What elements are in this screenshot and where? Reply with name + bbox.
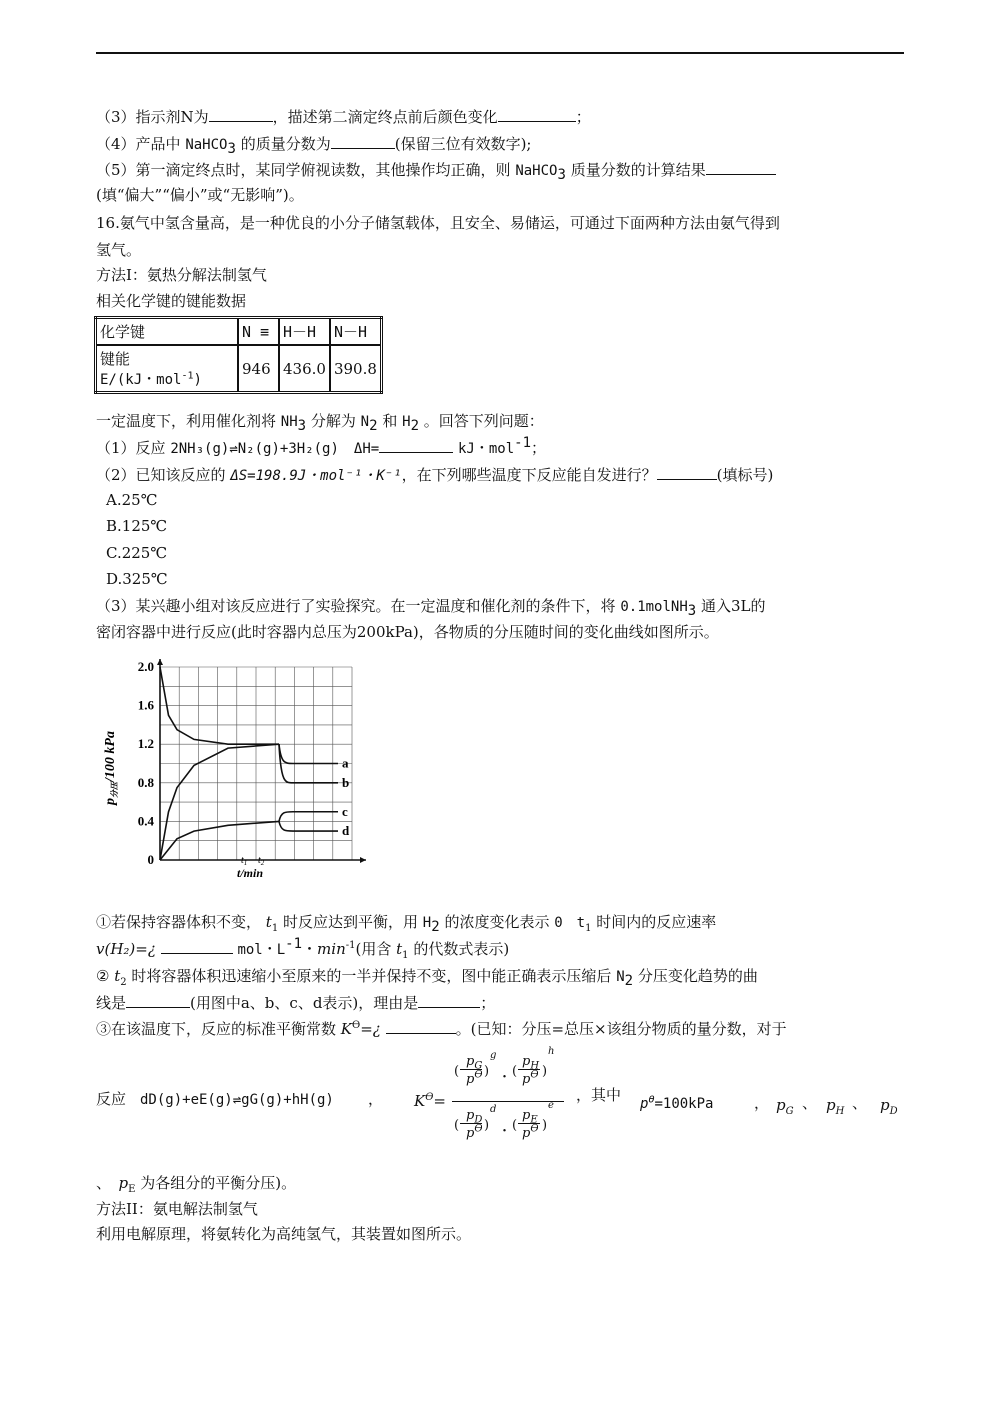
frac-pg: $p_G$ <box>466 1054 483 1072</box>
k-symbol: $K^ϴ=$ <box>414 1092 446 1110</box>
y-tick-label: 0.4 <box>137 813 154 829</box>
table-cell-label: 键能 <box>100 350 131 368</box>
x-tick-t1: $t_1$ <box>241 855 248 867</box>
reaction-equation: dD(g)+eE(g)⇌gG(g)+hH(g) <box>140 1092 334 1108</box>
part-2: （2）已知该反应的 ΔS=198.9J・mol⁻¹・K⁻¹，在下列哪些温度下反应能自发进行？ (填标号) <box>96 466 774 484</box>
method-1-heading: 方法I：氨热分解法制氢气 <box>96 266 267 284</box>
branch-line-d <box>279 821 338 831</box>
branch-label-b: b <box>342 774 350 790</box>
q16-intro: 16.氨气中氢含量高，是一种优良的小分子储氢载体，且安全、易储运，可通过下面两种方法由氨气得到 <box>96 214 780 232</box>
formula-tail: 、 $p_E$ 为各组分的平衡分压)。 <box>96 1174 297 1195</box>
method-2-desc: 利用电解原理，将氨转化为高纯氢气，其装置如图所示。 <box>96 1225 472 1243</box>
y-tick-label: 0 <box>147 852 154 867</box>
sub-2: ② $t_2$ 时将容器体积迅速缩小至原来的一半并保持不变，图中能正确表示压缩后 $N_2$ 分压变化趋势的曲 <box>96 967 758 989</box>
branch-labels <box>342 756 350 839</box>
chart-axes <box>157 659 366 863</box>
y-tick-label: 1.2 <box>137 736 154 752</box>
y-axis-label: $p_{分压}/100$ kPa <box>103 731 119 805</box>
q15-line-5: （5）第一滴定终点时，某同学俯视读数，其他操作均正确，则 NaHCO$_3$ 质量分数的计算结果 <box>96 160 776 181</box>
x-tick-t2: $t_2$ <box>258 855 265 867</box>
table-cell: N－H <box>330 318 381 346</box>
frac-p0: $p^ϴ$ <box>522 1123 539 1141</box>
y-axis-arrow <box>157 659 163 665</box>
formula-label: 反应 <box>96 1090 127 1108</box>
answer-blank[interactable] <box>209 107 273 122</box>
sub-3: ③在该温度下，反应的标准平衡常数 $K^ϴ=¿$ 。(已知：分压=总压×该组分物质的量分数，对于 <box>96 1020 787 1038</box>
p-g: $p_G$ <box>776 1096 794 1117</box>
part-3b: 密闭容器中进行反应(此时容器内总压为200kPa)，各物质的分压随时间的变化曲线如图所示。 <box>96 623 719 641</box>
frac-p0: $p^ϴ$ <box>522 1069 539 1087</box>
table-caption: 相关化学键的键能数据 <box>96 292 247 310</box>
part-3: （3）某兴趣小组对该反应进行了实验探究。在一定温度和催化剂的条件下，将 0.1molNH$_3$ 通入3L的 <box>96 597 766 619</box>
table-cell: N ≡ <box>238 318 279 346</box>
q15-line-3: （3）指示剂N为 ，描述第二滴定终点前后颜色变化 ； <box>96 108 591 126</box>
option-b: B.125℃ <box>106 517 168 535</box>
table-cell: 390.8 <box>330 345 381 393</box>
table-cell-unit: E/(kJ・mol$^{-1}$) <box>100 370 202 388</box>
sub-2b: 线是 (用图中a、b、c、d表示)，理由是 ； <box>96 994 496 1012</box>
p-h: $p_H$ <box>826 1096 845 1117</box>
answer-blank[interactable] <box>706 160 776 175</box>
partial-pressure-chart <box>100 655 370 885</box>
q16-intro-2: 氢气。 <box>96 241 142 259</box>
table-cell: 946 <box>238 345 279 393</box>
frac-p0: $p^ϴ$ <box>466 1123 483 1141</box>
frac-p0: $p^ϴ$ <box>466 1069 483 1087</box>
answer-blank[interactable] <box>161 939 233 954</box>
answer-blank[interactable] <box>126 993 190 1008</box>
y-ticks <box>138 659 155 867</box>
frac-ph: $p_H$ <box>522 1054 540 1072</box>
sub-1: ①若保持容器体积不变， $t_1$ 时反应达到平衡，用 $H_2$ 的浓度变化表示 0 $t_1$ 时间内的反应速率 <box>96 913 717 935</box>
table-cell: H－H <box>279 318 330 346</box>
branch-line-c <box>279 812 338 822</box>
option-c: C.225℃ <box>106 544 168 562</box>
answer-blank[interactable] <box>379 438 453 453</box>
p0-value: $p^ϴ=100kPa$ <box>640 1094 714 1112</box>
y-tick-label: 1.6 <box>137 697 154 713</box>
table-cell: 436.0 <box>279 345 330 393</box>
part-1: （1）反应 2NH₃(g)⇌N₂(g)+3H₂(g) ΔH= kJ・mol$^{-1}$； <box>96 435 547 457</box>
comma: ， <box>368 1090 384 1108</box>
method-2-heading: 方法II：氨电解法制氢气 <box>96 1200 258 1218</box>
answer-blank[interactable] <box>331 134 395 149</box>
formula-where: ，其中 <box>576 1086 622 1104</box>
branch-label-c: c <box>342 803 348 819</box>
branch-label-a: a <box>342 755 349 771</box>
y-tick-label: 2.0 <box>137 659 154 674</box>
frac-pd: $p_D$ <box>466 1108 483 1126</box>
q15-line-5b: (填“偏大”“偏小”或“无影响”)。 <box>96 186 304 204</box>
table-row <box>96 345 382 393</box>
sub-1b: v(H₂)=¿ mol・$L^{-1}$・$\min^{-1}$(用含 $t_1$ 的代数式表示) <box>96 936 510 961</box>
answer-blank[interactable] <box>418 993 480 1008</box>
table-cell: 化学键 <box>96 318 239 346</box>
answer-blank[interactable] <box>498 107 576 122</box>
equilibrium-formula: 反应 dD(g)+eE(g)⇌gG(g)+hH(g) ， $K^ϴ=$ ( $p_G$ $p^ϴ$ ) g ・ ( $p_H$ $p^ϴ$ ) h ( $p_D$ $p^ϴ$ ) d ・ ( $p_E$ $p^ϴ$ ) e ，其中 $p^ϴ=100kPa$ ， $p_G$ 、 $p_H$ 、 $p_D$ <box>96 1046 898 1141</box>
branch-label-d: d <box>342 823 350 839</box>
answer-blank[interactable] <box>386 1019 456 1034</box>
y-tick-label: 0.8 <box>137 774 154 790</box>
bond-energy-table <box>94 316 383 394</box>
x-axis-arrow <box>360 857 366 863</box>
option-d: D.325℃ <box>106 570 168 588</box>
branch-line-a <box>279 744 338 763</box>
x-axis-label: t/min <box>237 866 264 880</box>
conditions: 一定温度下，利用催化剂将 $NH_3$ 分解为 $N_2$ 和 $H_2$ 。回答下列问题： <box>96 412 544 434</box>
option-a: A.25℃ <box>106 491 158 509</box>
frac-pe: $p_E$ <box>522 1108 538 1126</box>
header-rule <box>96 52 904 54</box>
q15-line-4: （4）产品中 NaHCO$_3$ 的质量分数为 (保留三位有效数字); <box>96 135 532 157</box>
table-cell <box>96 345 239 393</box>
p-d: $p_D$ <box>880 1096 898 1117</box>
table-row <box>96 318 382 346</box>
answer-blank[interactable] <box>657 465 717 480</box>
